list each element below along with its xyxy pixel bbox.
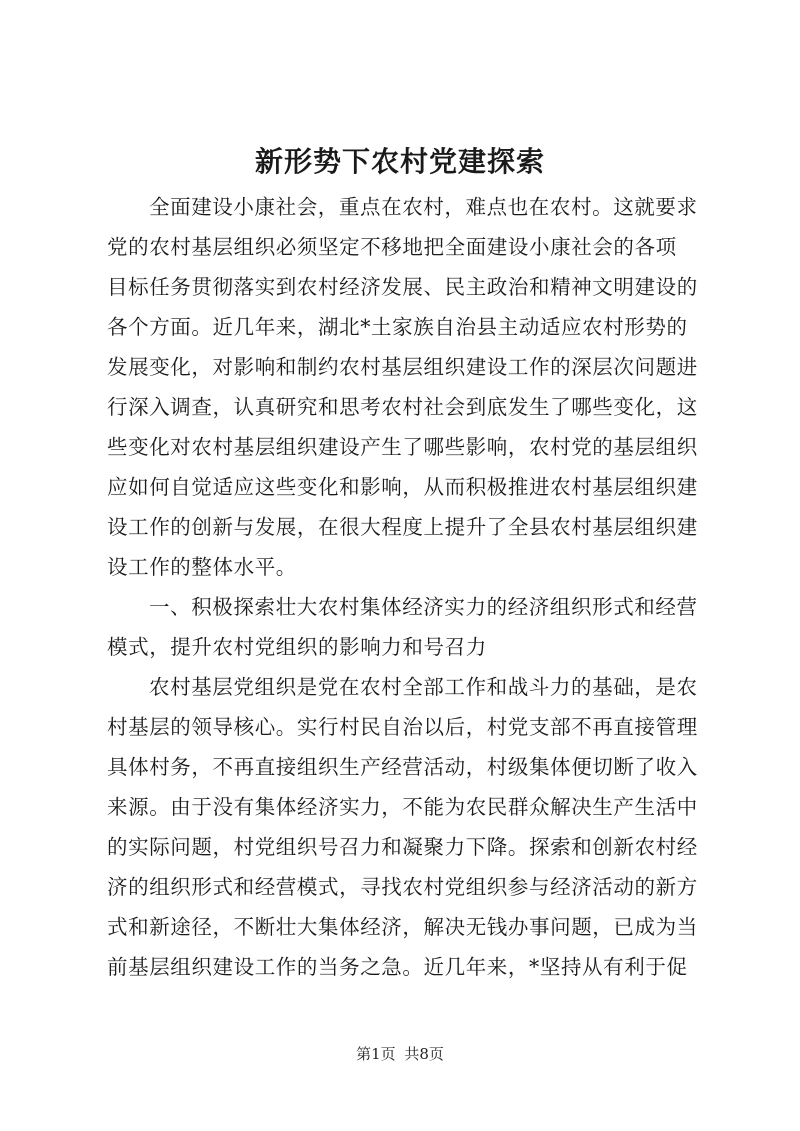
paragraph-line: 式和新途径，不断壮大集体经济，解决无钱办事问题，已成为当 <box>107 915 698 939</box>
page-total: 共8页 <box>404 1045 444 1063</box>
paragraph-line: 设工作的整体水平。 <box>107 555 297 579</box>
paragraph-line: 设工作的创新与发展，在很大程度上提升了全县农村基层组织建 <box>107 515 698 539</box>
paragraph-line: 前基层组织建设工作的当务之急。近几年来，*坚持从有利于促 <box>107 955 688 979</box>
paragraph-line: 行深入调查，认真研究和思考农村社会到底发生了哪些变化，这 <box>107 395 698 419</box>
paragraph-line: 各个方面。近几年来，湖北*土家族自治县主动适应农村形势的 <box>107 315 688 339</box>
page-footer <box>0 1043 800 1064</box>
paragraph-line: 济的组织形式和经营模式，寻找农村党组织参与经济活动的新方 <box>107 875 698 899</box>
paragraph-line: 村基层的领导核心。实行村民自治以后，村党支部不再直接管理 <box>107 715 698 739</box>
paragraph-line: 目标任务贯彻落实到农村经济发展、民主政治和精神文明建设的 <box>107 275 698 299</box>
paragraph-line: 发展变化，对影响和制约农村基层组织建设工作的深层次问题进 <box>107 355 698 379</box>
paragraph-line: 具体村务，不再直接组织生产经营活动，村级集体便切断了收入 <box>107 755 698 779</box>
paragraph-line: 应如何自觉适应这些变化和影响，从而积极推进农村基层组织建 <box>107 475 698 499</box>
paragraph-line: 的实际问题，村党组织号召力和凝聚力下降。探索和创新农村经 <box>107 835 698 859</box>
paragraph-line: 全面建设小康社会，重点在农村，难点也在农村。这就要求 <box>149 195 698 219</box>
document-body <box>107 187 699 987</box>
document-title: 新形势下农村党建探索 <box>254 145 545 178</box>
paragraph-line: 些变化对农村基层组织建设产生了哪些影响，农村党的基层组织 <box>107 435 698 459</box>
section-heading-line: 一、积极探索壮大农村集体经济实力的经济组织形式和经营 <box>149 595 698 619</box>
section-heading-line: 模式，提升农村党组织的影响力和号召力 <box>107 635 487 659</box>
page-number: 第1页 <box>356 1045 396 1063</box>
paragraph-line: 农村基层党组织是党在农村全部工作和战斗力的基础，是农 <box>149 675 698 699</box>
paragraph-line: 党的农村基层组织必须坚定不移地把全面建设小康社会的各项 <box>107 235 677 259</box>
paragraph-line: 来源。由于没有集体经济实力，不能为农民群众解决生产生活中 <box>107 795 698 819</box>
